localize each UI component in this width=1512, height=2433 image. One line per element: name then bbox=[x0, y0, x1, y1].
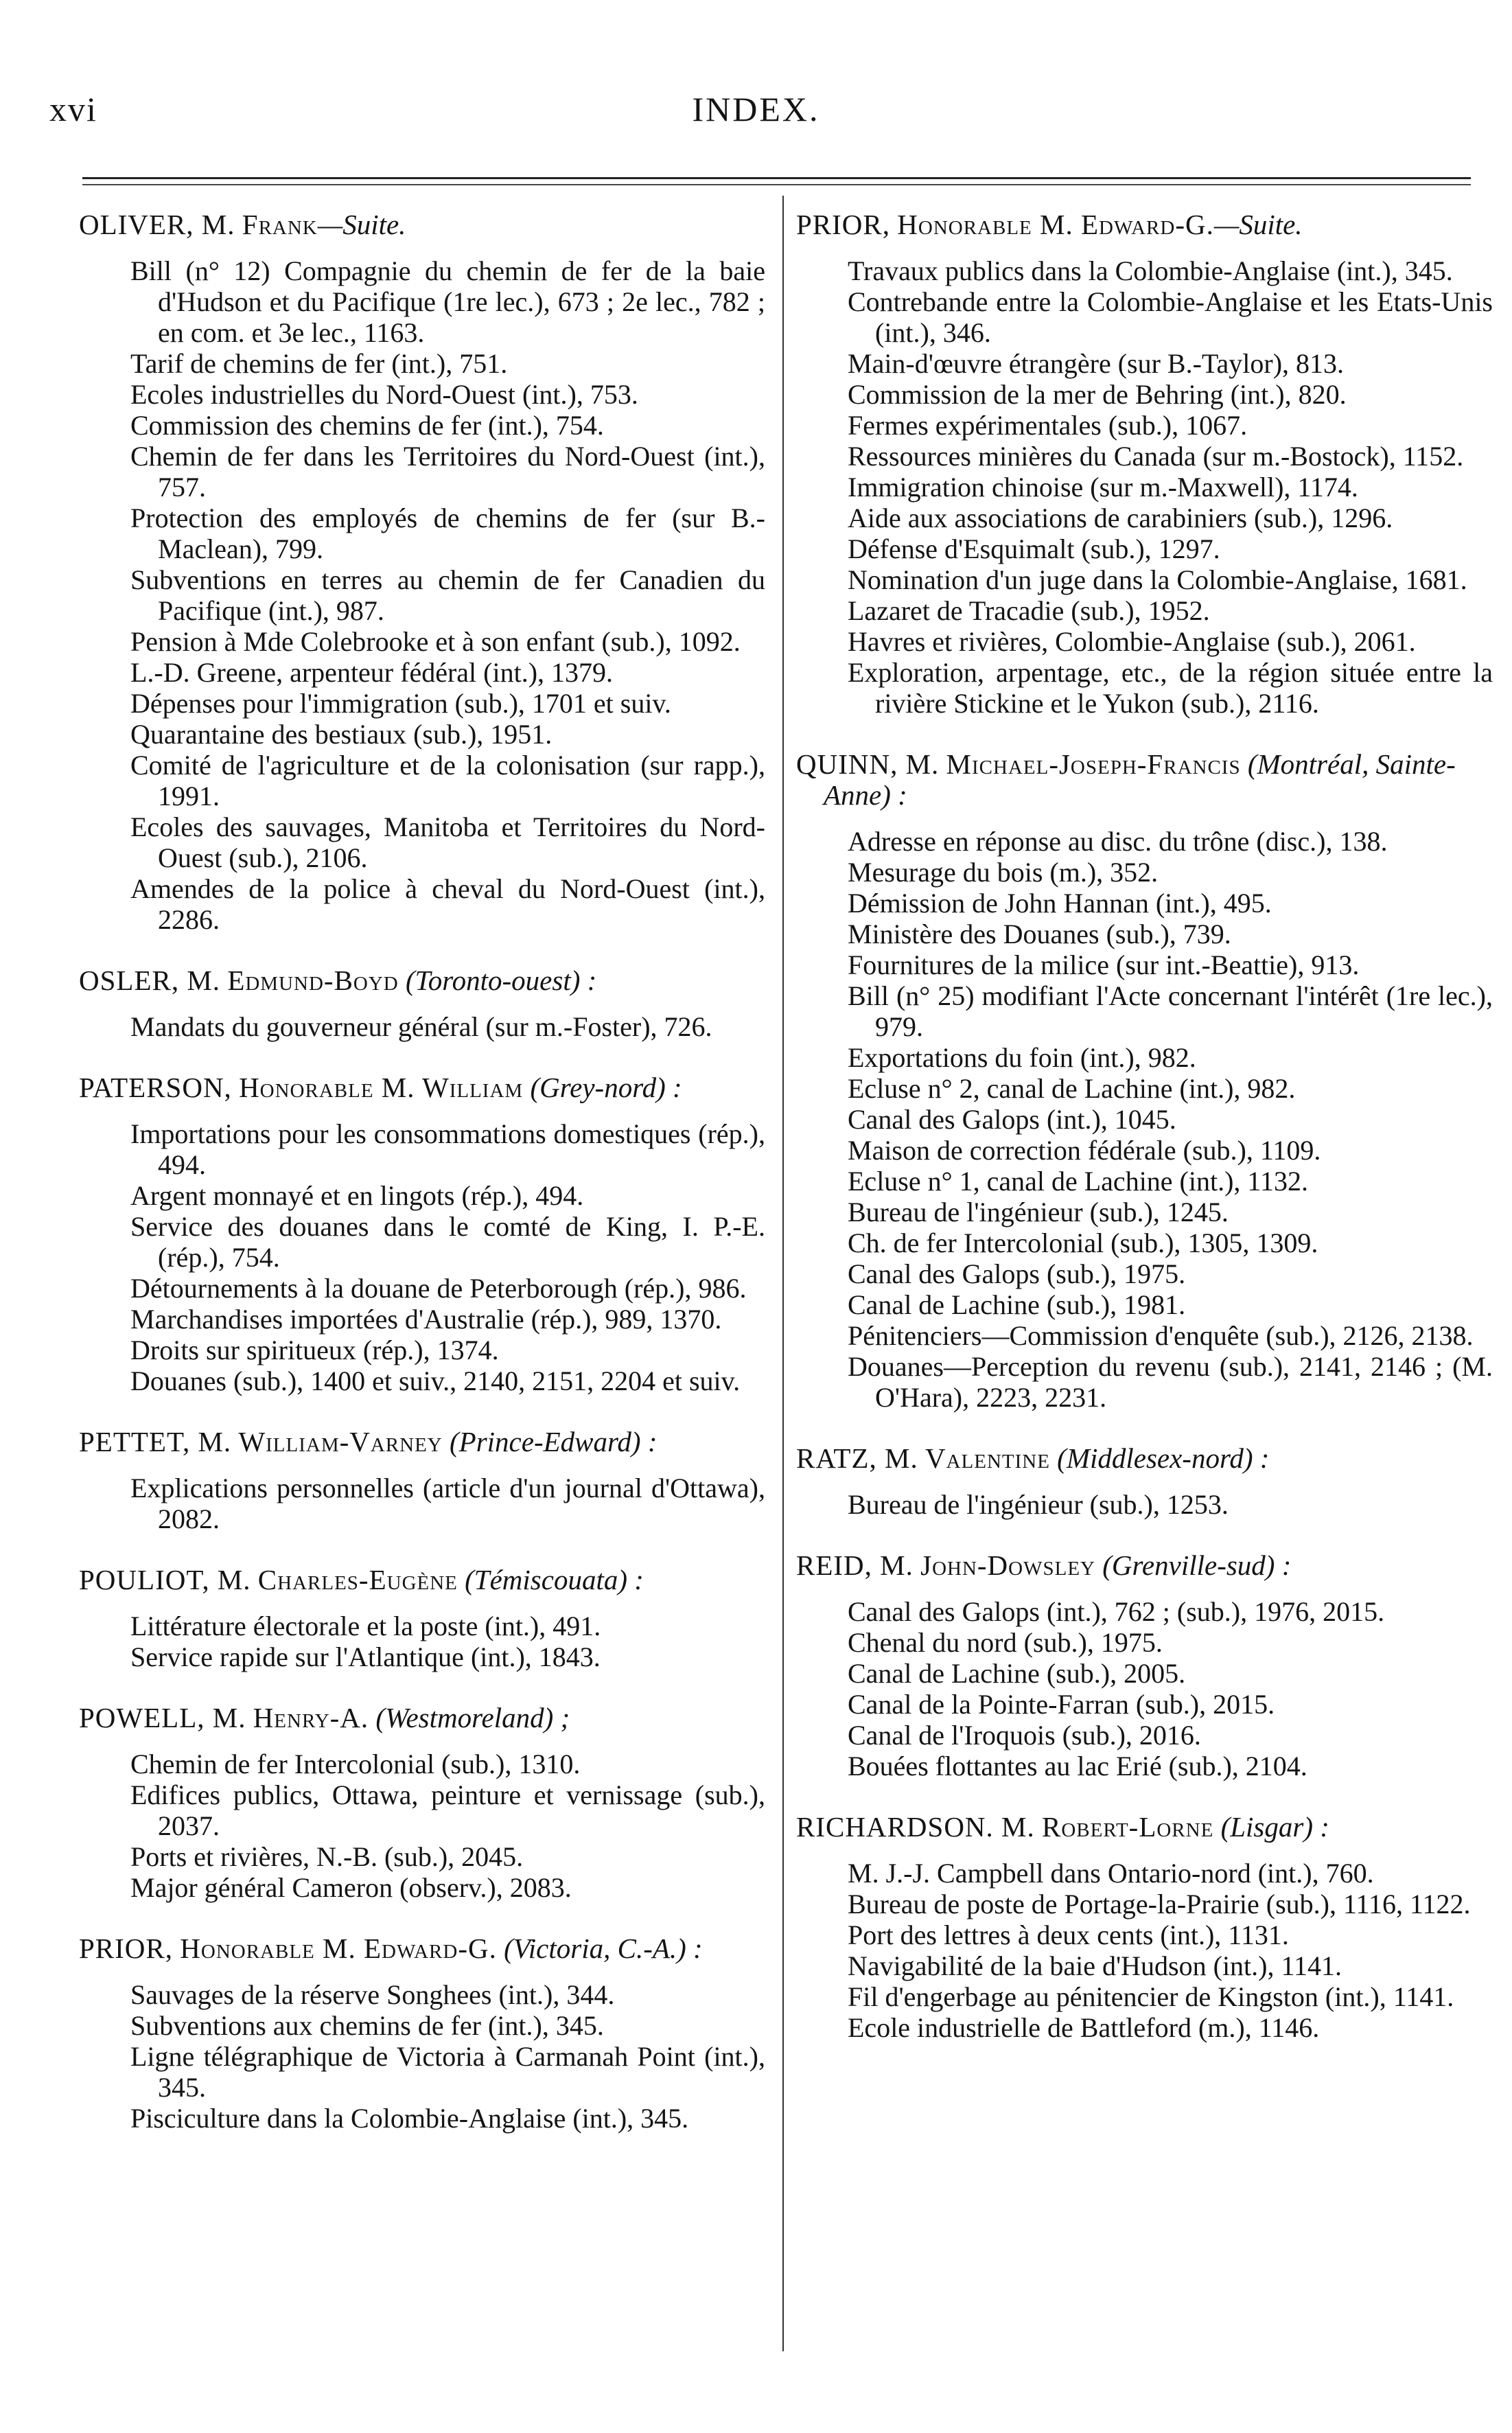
index-subentry: Commission des chemins de fer (int.), 754. bbox=[130, 410, 604, 441]
index-subentry: Edifices publics, Ottawa, peinture et vernissage (sub.), 2037. bbox=[130, 1779, 765, 1841]
index-subentry: Navigabilité de la baie d'Hudson (int.), 1141. bbox=[848, 1950, 1342, 1981]
page-header bbox=[41, 89, 1471, 151]
index-subentry: Amendes de la police à cheval du Nord-Ouest (int.), 2286. bbox=[130, 873, 765, 935]
index-subentry: Ligne télégraphique de Victoria à Carmanah Point (int.), 345. bbox=[130, 2041, 765, 2103]
member-given-name: William-Varney bbox=[238, 1426, 443, 1457]
member-given-name: Charles-Eugène bbox=[257, 1564, 458, 1595]
riding-name: (Montréal, Sainte-Anne) : bbox=[824, 748, 1456, 811]
entry-heading bbox=[796, 209, 1493, 240]
index-subentry: Ports et rivières, N.-B. (sub.), 2045. bbox=[130, 1841, 524, 1872]
entry-heading bbox=[79, 1072, 765, 1103]
index-entry bbox=[79, 1072, 765, 1396]
index-entry bbox=[796, 1812, 1493, 2043]
index-subentry: Service rapide sur l'Atlantique (int.), 1843. bbox=[130, 1641, 601, 1672]
index-subentry: Ecluse n° 2, canal de Lachine (int.), 982. bbox=[848, 1073, 1296, 1104]
entry-heading bbox=[79, 1933, 765, 1964]
index-subentry: Sauvages de la réserve Songhees (int.), 344. bbox=[130, 1979, 615, 2010]
index-subentry: Argent monnayé et en lingots (rép.), 494. bbox=[130, 1180, 584, 1211]
entry-heading bbox=[796, 1550, 1493, 1581]
entry-heading bbox=[79, 965, 765, 996]
entry-heading bbox=[79, 1565, 765, 1595]
index-subentry: Pension à Mde Colebrooke et à son enfant (sub.), 1092. bbox=[130, 626, 741, 657]
right-column bbox=[796, 209, 1493, 2073]
index-subentry: Contrebande entre la Colombie-Anglaise et les Etats-Unis (int.), 346. bbox=[848, 286, 1493, 348]
index-entry bbox=[796, 749, 1493, 1413]
index-entry bbox=[79, 965, 765, 1042]
member-surname: PRIOR, bbox=[796, 209, 891, 240]
index-subentry: Subventions en terres au chemin de fer Canadien du Pacifique (int.), 987. bbox=[130, 564, 765, 626]
page-number: xvi bbox=[49, 90, 97, 128]
index-subentry: Main-d'œuvre étrangère (sur B.-Taylor), 813. bbox=[848, 348, 1345, 379]
index-subentry: Mesurage du bois (m.), 352. bbox=[848, 857, 1159, 888]
index-subentry: Fournitures de la milice (sur int.-Beattie), 913. bbox=[848, 949, 1360, 980]
index-subentry: Démission de John Hannan (int.), 495. bbox=[848, 888, 1272, 919]
index-subentry: Immigration chinoise (sur m.-Maxwell), 1174. bbox=[848, 472, 1358, 503]
index-subentry: Détournements à la douane de Peterborough (rép.), 986. bbox=[130, 1273, 747, 1304]
index-subentry: Canal de l'Iroquois (sub.), 2016. bbox=[848, 1720, 1201, 1751]
riding-name: (Prince-Edward) : bbox=[450, 1426, 658, 1457]
index-entry bbox=[79, 1427, 765, 1534]
riding-name: (Toronto-ouest) : bbox=[406, 965, 597, 996]
member-given-name: Honorable M. Edward-G. bbox=[180, 1933, 497, 1964]
index-subentry: Douanes—Perception du revenu (sub.), 2141, 2146 ; (M. O'Hara), 2223, 2231. bbox=[848, 1351, 1493, 1413]
member-surname: POULIOT, M. bbox=[79, 1564, 251, 1595]
entry-heading bbox=[79, 1427, 765, 1457]
member-surname: PRIOR, bbox=[79, 1933, 174, 1964]
index-entry bbox=[79, 1933, 765, 2134]
member-given-name: Edmund-Boyd bbox=[227, 965, 399, 996]
index-subentry: Ecluse n° 1, canal de Lachine (int.), 1132. bbox=[848, 1166, 1308, 1197]
member-given-name: Frank bbox=[242, 209, 318, 240]
index-subentry: Ressources minières du Canada (sur m.-Bostock), 1152. bbox=[848, 441, 1464, 472]
riding-name: (Témiscouata) : bbox=[465, 1564, 644, 1595]
continued-marker: —Suite. bbox=[1213, 209, 1303, 240]
member-surname: OLIVER, M. bbox=[79, 209, 235, 240]
index-subentry: Bouées flottantes au lac Erié (sub.), 2104. bbox=[848, 1751, 1307, 1781]
header-rule-secondary bbox=[82, 184, 1471, 185]
index-entry bbox=[79, 1703, 765, 1903]
column-divider bbox=[782, 196, 784, 2351]
index-subentry: Maison de correction fédérale (sub.), 1109. bbox=[848, 1135, 1321, 1166]
index-entry bbox=[796, 209, 1493, 719]
running-head: INDEX. bbox=[692, 90, 820, 128]
index-subentry: Chenal du nord (sub.), 1975. bbox=[848, 1627, 1163, 1658]
riding-name: (Grenville-sud) : bbox=[1102, 1549, 1292, 1581]
entry-heading bbox=[796, 1812, 1493, 1843]
index-subentry: Chemin de fer dans les Territoires du Nord-Ouest (int.), 757. bbox=[130, 441, 765, 503]
index-entry bbox=[796, 1443, 1493, 1520]
index-subentry: Importations pour les consommations domestiques (rép.), 494. bbox=[130, 1118, 765, 1180]
index-subentry: Pisciculture dans la Colombie-Anglaise (int.), 345. bbox=[130, 2103, 689, 2134]
index-subentry: Lazaret de Tracadie (sub.), 1952. bbox=[848, 595, 1210, 626]
index-subentry: L.-D. Greene, arpenteur fédéral (int.), 1379. bbox=[130, 657, 614, 688]
index-subentry: Bureau de l'ingénieur (sub.), 1253. bbox=[848, 1489, 1229, 1520]
index-subentry: Dépenses pour l'immigration (sub.), 1701 et suiv. bbox=[130, 688, 671, 719]
riding-name: (Victoria, C.-A.) : bbox=[504, 1933, 703, 1964]
index-subentry: Canal des Galops (int.), 1045. bbox=[848, 1104, 1176, 1135]
index-entry bbox=[796, 1550, 1493, 1781]
index-subentry: Ecoles des sauvages, Manitoba et Territoires du Nord-Ouest (sub.), 2106. bbox=[130, 811, 765, 873]
index-subentry: Port des lettres à deux cents (int.), 1131. bbox=[848, 1919, 1289, 1950]
index-subentry: Travaux publics dans la Colombie-Anglaise (int.), 345. bbox=[848, 255, 1453, 286]
index-subentry: Bill (n° 12) Compagnie du chemin de fer de la baie d'Hudson et du Pacifique (1re lec.), 673 ; 2e lec., 782 ; en com. et 3e lec., 1163. bbox=[130, 255, 765, 348]
index-subentry: Mandats du gouverneur général (sur m.-Foster), 726. bbox=[130, 1011, 712, 1042]
index-subentry: Canal de la Pointe-Farran (sub.), 2015. bbox=[848, 1689, 1275, 1720]
index-subentry: Canal des Galops (int.), 762 ; (sub.), 1976, 2015. bbox=[848, 1596, 1385, 1627]
index-subentry: Ch. de fer Intercolonial (sub.), 1305, 1309. bbox=[848, 1227, 1318, 1258]
index-subentry: Havres et rivières, Colombie-Anglaise (sub.), 2061. bbox=[848, 626, 1416, 657]
member-surname: PETTET, M. bbox=[79, 1426, 232, 1457]
index-subentry: Douanes (sub.), 1400 et suiv., 2140, 2151, 2204 et suiv. bbox=[130, 1365, 741, 1396]
index-subentry: Fil d'engerbage au pénitencier de Kingston (int.), 1141. bbox=[848, 1981, 1454, 2012]
index-subentry: Fermes expérimentales (sub.), 1067. bbox=[848, 410, 1248, 441]
member-surname: RICHARDSON. M. bbox=[796, 1811, 1035, 1843]
entry-heading bbox=[79, 1703, 765, 1733]
riding-name: (Lisgar) : bbox=[1220, 1811, 1329, 1843]
riding-name: (Westmoreland) ; bbox=[375, 1702, 570, 1733]
index-subentry: Service des douanes dans le comté de King, I. P.-E. (rép.), 754. bbox=[130, 1211, 765, 1273]
index-subentry: Bill (n° 25) modifiant l'Acte concernant l'intérêt (1re lec.), 979. bbox=[848, 980, 1493, 1042]
index-subentry: Défense d'Esquimalt (sub.), 1297. bbox=[848, 533, 1220, 564]
index-subentry: Ecole industrielle de Battleford (m.), 1146. bbox=[848, 2012, 1320, 2043]
index-subentry: Major général Cameron (observ.), 2083. bbox=[130, 1872, 572, 1903]
entry-heading bbox=[796, 749, 1493, 811]
index-subentry: Canal des Galops (sub.), 1975. bbox=[848, 1258, 1186, 1289]
member-given-name: Valentine bbox=[924, 1442, 1050, 1474]
member-given-name: Henry-A. bbox=[253, 1702, 369, 1733]
left-column bbox=[79, 209, 765, 2164]
index-subentry: Subventions aux chemins de fer (int.), 345. bbox=[130, 2010, 604, 2041]
member-given-name: Honorable M. William bbox=[239, 1072, 524, 1103]
index-subentry: Pénitenciers—Commission d'enquête (sub.), 2126, 2138. bbox=[848, 1320, 1474, 1351]
member-surname: POWELL, M. bbox=[79, 1702, 246, 1733]
member-given-name: Robert-Lorne bbox=[1042, 1811, 1214, 1843]
index-subentry: Canal de Lachine (sub.), 1981. bbox=[848, 1289, 1186, 1320]
index-subentry: Chemin de fer Intercolonial (sub.), 1310. bbox=[130, 1749, 581, 1779]
index-subentry: Marchandises importées d'Australie (rép.), 989, 1370. bbox=[130, 1304, 722, 1335]
index-subentry: Canal de Lachine (sub.), 2005. bbox=[848, 1658, 1186, 1689]
index-subentry: Littérature électorale et la poste (int.), 491. bbox=[130, 1611, 601, 1641]
index-subentry: Nomination d'un juge dans la Colombie-Anglaise, 1681. bbox=[848, 564, 1467, 595]
member-surname: PATERSON, bbox=[79, 1072, 232, 1103]
member-surname: RATZ, M. bbox=[796, 1442, 918, 1474]
member-given-name: Honorable M. Edward-G. bbox=[897, 209, 1214, 240]
index-entry bbox=[79, 1565, 765, 1672]
index-subentry: Bureau de l'ingénieur (sub.), 1245. bbox=[848, 1197, 1229, 1227]
index-subentry: Ecoles industrielles du Nord-Ouest (int.), 753. bbox=[130, 379, 638, 410]
member-given-name: Michael-Joseph-Francis bbox=[946, 748, 1241, 780]
continued-marker: —Suite. bbox=[317, 209, 406, 240]
index-subentry: Explications personnelles (article d'un journal d'Ottawa), 2082. bbox=[130, 1473, 765, 1534]
index-entry bbox=[79, 209, 765, 935]
index-subentry: Exportations du foin (int.), 982. bbox=[848, 1042, 1196, 1073]
index-subentry: Protection des employés de chemins de fer (sur B.-Maclean), 799. bbox=[130, 503, 765, 564]
index-subentry: Comité de l'agriculture et de la colonisation (sur rapp.), 1991. bbox=[130, 750, 765, 811]
entry-heading bbox=[796, 1443, 1493, 1474]
riding-name: (Middlesex-nord) : bbox=[1057, 1442, 1270, 1474]
index-subentry: Aide aux associations de carabiniers (sub.), 1296. bbox=[848, 503, 1393, 533]
entry-heading bbox=[79, 209, 765, 240]
index-subentry: Ministère des Douanes (sub.), 739. bbox=[848, 919, 1231, 949]
header-rule bbox=[82, 177, 1471, 179]
index-subentry: Exploration, arpentage, etc., de la région située entre la rivière Stickine et le Yukon (sub.), 2116. bbox=[848, 657, 1493, 719]
index-subentry: Commission de la mer de Behring (int.), 820. bbox=[848, 379, 1347, 410]
index-subentry: Adresse en réponse au disc. du trône (disc.), 138. bbox=[848, 826, 1388, 857]
member-surname: QUINN, M. bbox=[796, 748, 940, 780]
index-subentry: Tarif de chemins de fer (int.), 751. bbox=[130, 348, 508, 379]
member-surname: OSLER, M. bbox=[79, 965, 221, 996]
index-subentry: Droits sur spiritueux (rép.), 1374. bbox=[130, 1335, 499, 1365]
index-subentry: M. J.-J. Campbell dans Ontario-nord (int.), 760. bbox=[848, 1858, 1374, 1889]
riding-name: (Grey-nord) : bbox=[530, 1072, 682, 1103]
member-surname: REID, M. bbox=[796, 1549, 914, 1581]
member-given-name: John-Dowsley bbox=[920, 1549, 1095, 1581]
index-subentry: Quarantaine des bestiaux (sub.), 1951. bbox=[130, 719, 553, 750]
index-subentry: Bureau de poste de Portage-la-Prairie (sub.), 1116, 1122. bbox=[848, 1889, 1471, 1919]
